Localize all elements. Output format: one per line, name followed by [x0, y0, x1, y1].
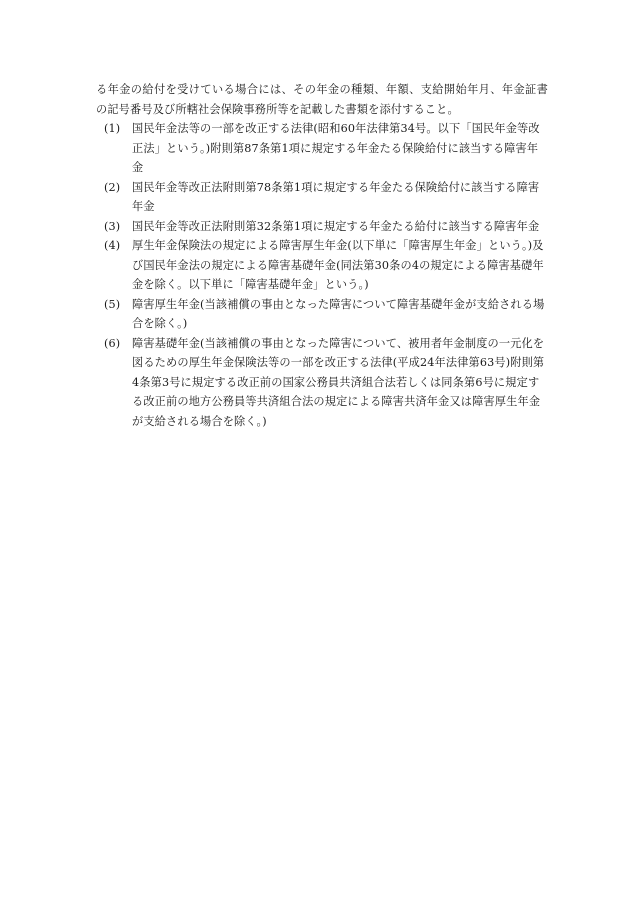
- item-text: 障害厚生年金(当該補償の事由となった障害について障害基礎年金が支給される場合を除く。): [132, 297, 545, 330]
- list-item-6: [96, 334, 548, 432]
- intro-paragraph: る年金の給付を受けている場合には、その年金の種類、年額、支給開始年月、年金証書の記号番号及び所轄社会保険事務所等を記載した書類を添付すること。: [96, 83, 548, 116]
- list-item-4: [96, 236, 548, 295]
- item-text: 障害基礎年金(当該補償の事由となった障害について、被用者年金制度の一元化を図るための厚生年金保険法等の一部を改正する法律(平成24年法律第63号)附則第4条第3号に規定する改正前の国家公務員共済組合法若しくは同条第6号に規定する改正前の地方公務員等共済組合法の規定による障害共済年金又は障害厚生年金が支給される場合を除く。): [132, 336, 545, 428]
- list-item-2: [96, 178, 548, 217]
- item-number: (6): [104, 336, 121, 350]
- list-item-3: [96, 217, 548, 237]
- item-number: (2): [104, 180, 121, 194]
- item-text: 国民年金等改正法附則第32条第1項に規定する年金たる給付に該当する障害年金: [132, 219, 540, 233]
- item-text: 国民年金等改正法附則第78条第1項に規定する年金たる保険給付に該当する障害年金: [132, 180, 540, 213]
- list-item-1: [96, 119, 548, 178]
- item-text: 国民年金法等の一部を改正する法律(昭和60年法律第34号。以下「国民年金等改正法」という。)附則第87条第1項に規定する年金たる保険給付に該当する障害年金: [132, 122, 540, 174]
- list-item-5: [96, 295, 548, 334]
- item-text: 厚生年金保険法の規定による障害厚生年金(以下単に「障害厚生年金」という。)及び国民年金法の規定による障害基礎年金(同法第30条の4の規定による障害基礎年金を除く。以下単に「障害基礎年金」という。): [132, 239, 544, 291]
- item-number: (3): [104, 219, 121, 233]
- item-number: (1): [104, 122, 121, 135]
- document-body: [96, 80, 548, 431]
- item-list: [96, 119, 548, 431]
- item-number: (4): [104, 239, 121, 252]
- item-number: (5): [104, 297, 121, 311]
